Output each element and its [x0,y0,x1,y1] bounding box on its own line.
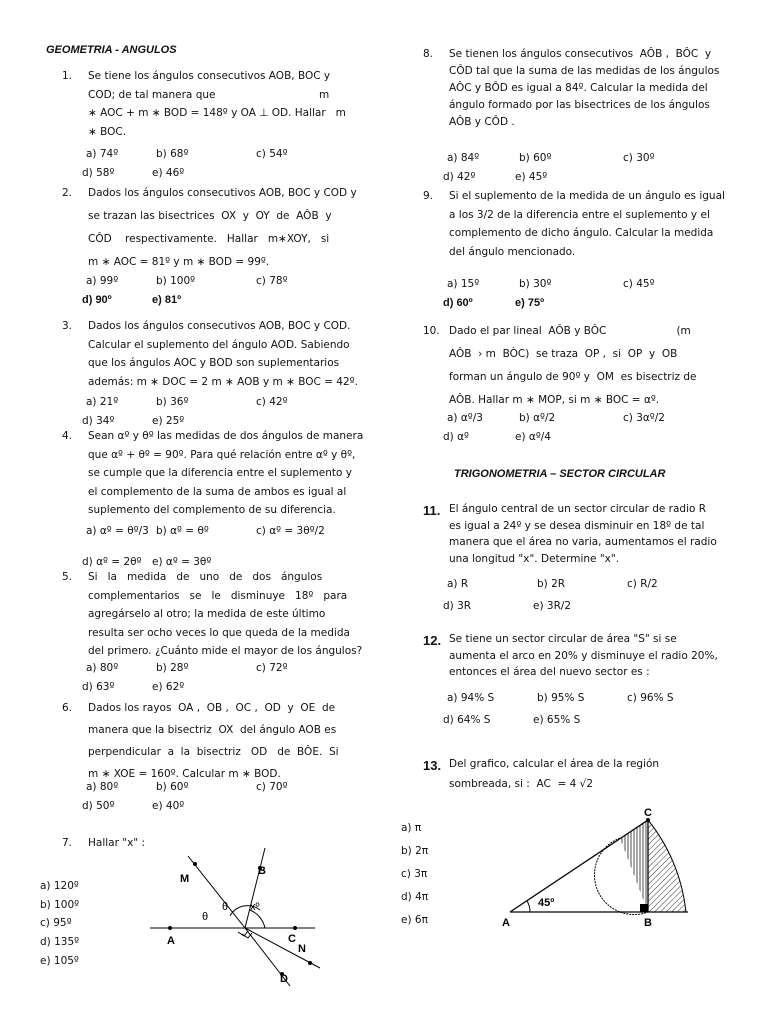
question-text-line: Hallar "x" : [88,837,146,849]
question-text-line: Sean αº y θº las medidas de dos ángulos de manera [88,430,364,442]
option-c: c) 72º [256,662,288,674]
question-text-line: Se tiene un sector circular de área "S" si se [449,633,677,645]
question-number: 6. [62,702,73,714]
fig7-label-a: A [167,935,175,947]
section-title-trig: TRIGONOMETRIA – SECTOR CIRCULAR [454,468,666,480]
option-b: b) 60º [156,781,189,793]
question-text-line: aumenta el arco en 20% y disminuye el radio 20%, [449,649,718,662]
question-text-line: complementarios se le disminuye 18º para [88,589,348,602]
option-d: d) 90º [82,294,112,306]
question-text-line: Si el suplemento de la medida de un ángulo es igual [449,190,725,202]
question-number: 4. [62,430,73,442]
option-d: d) αº = 2θº [82,556,142,568]
question-text-line: AÔB y CÔD . [449,116,515,128]
option-c: c) 30º [623,152,655,164]
question-text-line: el complemento de la suma de ambos es igual al [88,485,347,498]
question-text-line: Calcular el suplemento del ángulo AOD. Sabiendo [88,338,350,351]
option-b: b) 2π [401,845,429,857]
question-text-line: COD; de tal manera que m [88,88,330,101]
option-e: e) 46º [152,167,185,179]
option-a: a) 84º [447,152,480,164]
option-d: d) 60º [443,297,473,309]
option-b: b) 30º [519,278,552,290]
fig7-label-x: xº [250,901,260,913]
option-c: c) 96% S [627,692,674,704]
question-text-line: El ángulo central de un sector circular de radio R [449,503,707,515]
question-text-line: agregárselo al otro; la medida de este último [88,608,326,620]
fig13-label-b: B [644,917,652,929]
option-b: b) αº/2 [519,412,556,424]
figure-q7 [150,848,330,988]
question-number: 12. [423,633,442,648]
fig7-label-m: M [180,873,190,885]
option-e: e) 25º [152,415,185,427]
fig7-label-d: D [280,973,288,985]
fig7-label-theta2: θ [222,901,229,913]
question-text-line: que αº + θº = 90º. Para qué relación entre αº y θº, [88,448,356,461]
option-d: d) 4π [401,891,429,903]
option-a: a) αº = θº/3 [86,525,149,537]
option-b: b) 2R [537,578,566,590]
option-b: b) 60º [519,152,552,164]
question-text-line: del ángulo mencionado. [449,245,576,258]
option-a: a) 80º [86,781,119,793]
option-c: c) 95º [40,917,72,929]
question-text-line: AÔB. Hallar m ∗ MOP, si m ∗ BOC = αº. [449,394,660,406]
question-text-line: CÔD respectivamente. Hallar m∗XOY, si [88,233,330,245]
option-c: c) αº = 3θº/2 [256,525,325,537]
option-e: e) αº/4 [515,431,551,443]
option-d: d) 50º [82,800,115,812]
option-d: d) 58º [82,167,115,179]
question-text-line: AÔB › m BÒC) se traza OP , si OP y OB [449,348,678,360]
question-text-line: Dados los rayos OA , OB , OC , OD y OE de [88,702,336,714]
option-e: e) 81º [152,294,182,306]
question-text-line: m ∗ AOC = 81º y m ∗ BOD = 99º. [88,256,270,268]
question-text-line: suplemento del complemento de su diferencia. [88,504,336,516]
option-d: d) 63º [82,681,115,693]
question-text-line: además: m ∗ DOC = 2 m ∗ AOB y m ∗ BOC = 42º. [88,375,358,388]
option-e: e) 62º [152,681,185,693]
option-a: a) π [401,822,422,834]
fig7-label-theta1: θ [202,911,209,923]
question-text-line: manera que la bisectriz OX del ángulo AOB es [88,724,337,736]
section-title-geometry: GEOMETRIA - ANGULOS [46,44,177,56]
question-text-line: del primero. ¿Cuánto mide el mayor de los ángulos? [88,645,363,657]
option-b: b) 36º [156,396,189,408]
option-a: a) 94% S [447,692,495,704]
question-text-line: sombreada, si : AC = 4 √2 [449,778,594,790]
option-e: e) 40º [152,800,185,812]
question-text-line: Del grafico, calcular el área de la región [449,758,660,770]
option-c: c) 78º [256,275,288,287]
option-e: e) 75º [515,297,545,309]
option-e: e) 45º [515,171,548,183]
option-a: a) R [447,578,469,590]
question-text-line: Se tiene los ángulos consecutivos AOB, BOC y [88,70,331,82]
question-text-line: ∗ AOC + m ∗ BOD = 148º y OA ⊥ OD. Hallar m [88,107,346,119]
option-e: e) 3R/2 [533,600,572,612]
option-b: b) 100º [40,898,80,911]
option-c: c) R/2 [627,578,658,590]
option-c: c) 3π [401,868,428,880]
option-a: a) 80º [86,662,119,674]
question-number: 5. [62,571,73,583]
option-c: c) 45º [623,278,655,290]
option-c: c) 42º [256,396,288,408]
question-number: 7. [62,837,73,849]
option-b: b) 28º [156,662,189,674]
question-text-line: m ∗ XOE = 160º. Calcular m ∗ BOD. [88,768,281,780]
question-text-line: Dados los ángulos consecutivos AOB, BOC y COD y [88,187,357,199]
question-text-line: AÔC y BÔD es igual a 84º. Calcular la medida del [449,82,708,94]
option-d: d) 42º [443,171,476,183]
question-text-line: se cumple que la diferencia entre el suplemento y [88,467,352,479]
question-number: 2. [62,187,73,199]
option-d: d) 3R [443,600,472,612]
option-d: d) 34º [82,415,115,427]
question-number: 1. [62,70,73,82]
question-text-line: Se tienen los ángulos consecutivos AÔB , BÔC y [449,48,712,60]
question-text-line: ∗ BOC. [88,125,127,138]
fig13-label-angle: 45º [538,897,555,909]
question-text-line: resulta ser ocho veces lo que queda de la medida [88,626,350,639]
question-text-line: una longitud "x". Determine "x". [449,552,620,565]
question-number: 10. [423,325,440,337]
option-e: e) 105º [40,955,79,967]
question-text-line: a los 3/2 de la diferencia entre el suplemento y el [449,208,710,221]
fig7-label-b: B [258,865,266,877]
option-b: b) 100º [156,275,196,287]
question-text-line: es igual a 24º y se desea disminuir en 18º de tal [449,519,705,532]
option-d: d) αº [443,431,469,443]
question-text-line: forman un ángulo de 90º y OM es bisectriz de [449,371,697,383]
option-a: a) 74º [86,148,119,160]
question-number: 3. [62,320,73,332]
option-b: b) 95% S [537,692,585,704]
fig13-label-a: A [502,917,510,929]
question-text-line: entonces el área del nuevo sector es : [449,666,650,678]
fig7-label-c: C [288,933,296,945]
option-d: d) 135º [40,936,80,948]
option-a: a) 15º [447,278,480,290]
question-text-line: que los ángulos AOC y BOD son suplementarios [88,357,340,369]
option-e: e) 65% S [533,714,581,726]
question-number: 13. [423,758,442,773]
option-c: c) 70º [256,781,288,793]
question-text-line: CÔD tal que la suma de las medidas de los ángulos [449,65,720,77]
question-text-line: manera que el área no varia, aumentamos el radio [449,536,717,548]
option-c: c) 3αº/2 [623,412,665,424]
question-number: 9. [423,190,434,202]
question-text-line: Si la medida de uno de dos ángulos [88,571,323,583]
option-a: a) 99º [86,275,119,287]
option-e: e) 6π [401,914,428,926]
question-text-line: perpendicular a la bisectriz OD de BÔE. Si [88,746,339,758]
option-a: a) 120º [40,880,79,892]
option-b: b) αº = θº [156,525,209,537]
option-a: a) αº/3 [447,412,483,424]
option-b: b) 68º [156,148,189,160]
question-number: 11. [423,503,441,518]
question-text-line: Dados los ángulos consecutivos AOB, BOC y COD. [88,320,351,332]
question-text-line: Dado el par lineal AÔB y BÔC (m [449,325,691,337]
option-c: c) 54º [256,148,288,160]
fig7-label-n: N [298,943,306,955]
question-text-line: ángulo formado por las bisectrices de los ángulos [449,99,710,111]
question-number: 8. [423,48,434,60]
question-text-line: complemento de dicho ángulo. Calcular la medida [449,227,714,239]
fig13-label-c: C [644,808,652,819]
figure-q13 [498,808,698,938]
option-d: d) 64% S [443,714,491,726]
question-text-line: se trazan las bisectrices OX y OY de AÔB y [88,210,332,222]
option-e: e) αº = 3θº [152,556,212,568]
option-a: a) 21º [86,396,119,408]
